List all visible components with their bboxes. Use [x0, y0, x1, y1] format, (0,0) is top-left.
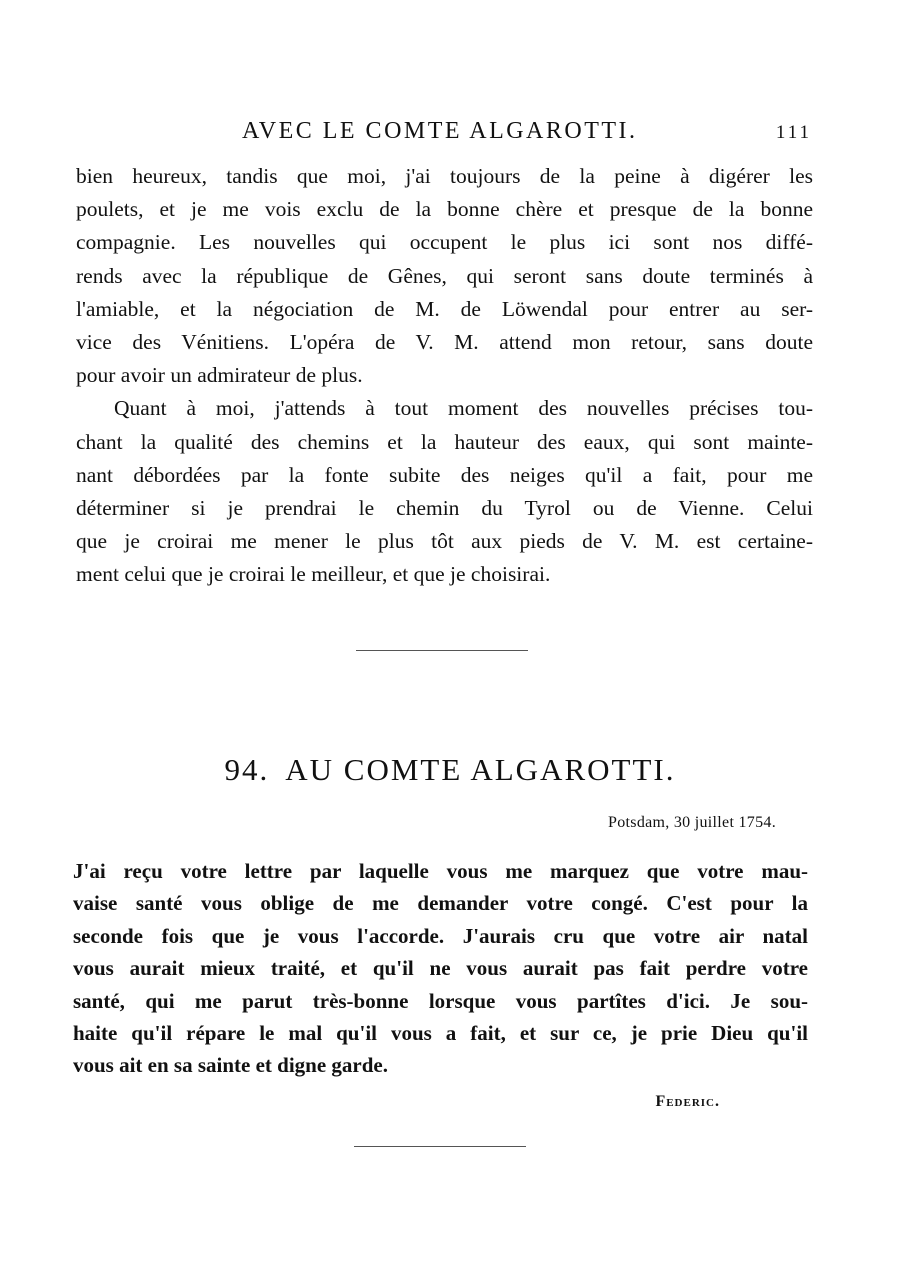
- text-line: que je croirai me mener le plus tôt aux pieds de V. M. est certaine-: [76, 529, 813, 554]
- signature: Federic.: [655, 1093, 720, 1110]
- text-line: poulets, et je me vois exclu de la bonne chère et presque de la bonne: [76, 197, 813, 222]
- text-line: ment celui que je croirai le meilleur, et que je choisirai.: [76, 562, 551, 587]
- letter-line: vaise santé vous oblige de me demander votre congé. C'est pour la: [73, 891, 808, 916]
- running-title: AVEC LE COMTE ALGAROTTI.: [242, 118, 638, 144]
- text-line: nant débordées par la fonte subite des neiges qu'il a fait, pour me: [76, 462, 813, 487]
- letter-number: 94.: [224, 752, 270, 787]
- text-line: bien heureux, tandis que moi, j'ai toujours de la peine à digérer les: [76, 164, 813, 188]
- letter-body: [73, 855, 808, 1082]
- text-line: Quant à moi, j'attends à tout moment des nouvelles précises tou-: [114, 396, 813, 421]
- letter-line: vous aurait mieux traité, et qu'il ne vous aurait pas fait perdre votre: [73, 956, 808, 981]
- letter-line: haite qu'il répare le mal qu'il vous a fait, et sur ce, je prie Dieu qu'il: [73, 1021, 808, 1046]
- letter-line: seconde fois que je vous l'accorde. J'aurais cru que votre air natal: [73, 923, 808, 948]
- letter-heading: [0, 752, 900, 788]
- letter-line: J'ai reçu votre lettre par laquelle vous me marquez que votre mau-: [73, 859, 808, 883]
- letter-title: AU COMTE ALGAROTTI.: [285, 752, 676, 787]
- dateline: Potsdam, 30 juillet 1754.: [608, 814, 776, 831]
- letter-line: vous ait en sa sainte et digne garde.: [73, 1053, 388, 1078]
- section-divider: [354, 1146, 526, 1147]
- text-line: compagnie. Les nouvelles qui occupent le plus ici sont nos diffé-: [76, 230, 813, 255]
- section-divider: [356, 650, 528, 651]
- running-head: [76, 118, 816, 152]
- text-line: l'amiable, et la négociation de M. de Löwendal pour entrer au ser-: [76, 296, 813, 321]
- text-line: rends avec la république de Gênes, qui seront sans doute terminés à: [76, 263, 813, 288]
- text-line: chant la qualité des chemins et la hauteur des eaux, qui sont mainte-: [76, 429, 813, 454]
- text-line: vice des Vénitiens. L'opéra de V. M. attend mon retour, sans doute: [76, 330, 813, 355]
- text-line: pour avoir un admirateur de plus.: [76, 363, 363, 388]
- continuation-text: [76, 160, 813, 592]
- text-line: déterminer si je prendrai le chemin du Tyrol ou de Vienne. Celui: [76, 496, 813, 521]
- page-number: 111: [775, 122, 812, 143]
- letter-line: santé, qui me parut très-bonne lorsque vous partîtes d'ici. Je sou-: [73, 988, 808, 1013]
